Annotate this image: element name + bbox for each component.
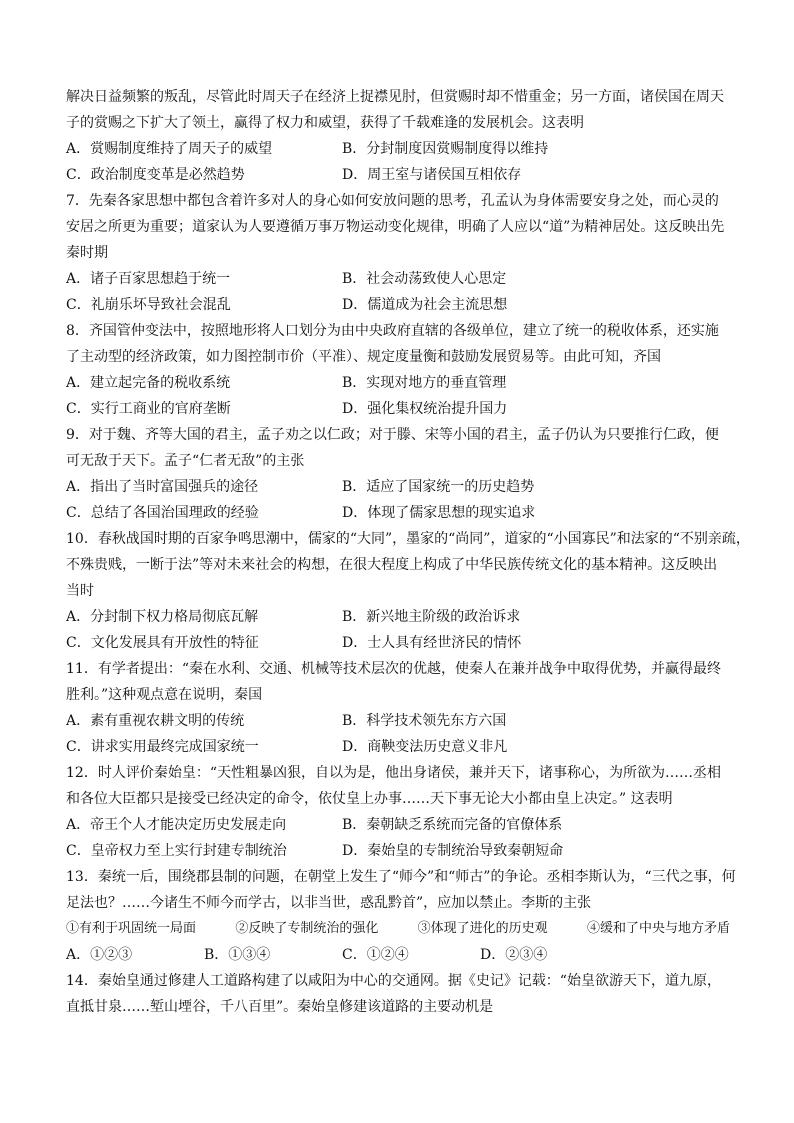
question-text-line: 13．秦统一后，围绕郡县制的问题，在朝堂上发生了“师今”和“师古”的争论。丞相李斯认为，“三代之事，何	[66, 869, 736, 885]
option-a[interactable]: A．①②③	[66, 947, 133, 963]
question-9	[66, 422, 730, 526]
exam-page	[66, 84, 750, 1020]
options	[66, 942, 730, 968]
question-text-line: 和各位大臣都只是接受已经决定的命令，依仗皇上办事……天下事无论大小都由皇上决定。” 这表明	[66, 791, 673, 807]
question-text-line: 子的赏赐之下扩大了领土，赢得了权力和威望，获得了千载难逢的发展机会。这表明	[66, 115, 584, 131]
option-c[interactable]: C．实行工商业的官府垄断	[66, 401, 231, 417]
question-text-line: 当时	[66, 583, 94, 599]
option-d[interactable]: D．体现了儒家思想的现实追求	[342, 505, 536, 521]
question-7	[66, 188, 730, 318]
option-b[interactable]: B．新兴地主阶级的政治诉求	[342, 609, 521, 625]
option-b[interactable]: B．①③④	[204, 947, 271, 963]
question-text-line: 胜利。”这种观点意在说明，秦国	[66, 687, 263, 703]
option-a[interactable]: A．分封制下权力格局彻底瓦解	[66, 609, 259, 625]
question-10	[66, 526, 750, 656]
option-c[interactable]: C．讲求实用最终完成国家统一	[66, 739, 259, 755]
question-6	[66, 84, 730, 188]
option-c[interactable]: C．文化发展具有开放性的特征	[66, 635, 259, 651]
option-c[interactable]: C．礼崩乐坏导致社会混乱	[66, 297, 231, 313]
question-14	[66, 968, 730, 1020]
question-text-line: 可无敌于天下。孟子“仁者无敌”的主张	[66, 453, 305, 469]
option-d[interactable]: D．商鞅变法历史意义非凡	[342, 739, 508, 755]
options	[66, 136, 730, 188]
options	[66, 812, 730, 864]
option-c[interactable]: C．①②④	[342, 947, 409, 963]
option-d[interactable]: D．周王室与诸侯国互相依存	[342, 167, 522, 183]
question-text-line: 9．对于魏、齐等大国的君主，孟子劝之以仁政；对于滕、宋等小国的君主，孟子仍认为只要推行仁政，便	[66, 427, 719, 443]
option-d[interactable]: D．儒道成为社会主流思想	[342, 297, 508, 313]
option-a[interactable]: A．建立起完备的税收系统	[66, 375, 231, 391]
question-text-line: 了主动型的经济政策，如力图控制市价（平准）、规定度量衡和鼓励发展贸易等。由此可知，齐国	[66, 349, 661, 365]
question-text-line: 秦时期	[66, 245, 108, 261]
option-b[interactable]: B．实现对地方的垂直管理	[342, 375, 507, 391]
options	[66, 604, 730, 656]
option-a[interactable]: A．诸子百家思想趋于统一	[66, 271, 231, 287]
option-d[interactable]: D．士人具有经世济民的情怀	[342, 635, 522, 651]
question-text-line: 12．时人评价秦始皇：“天性粗暴凶狠，自以为是，他出身诸侯，兼并天下，诸事称心，为所欲为……丞相	[66, 765, 721, 781]
question-13	[66, 864, 736, 968]
option-c[interactable]: C．总结了各国治国理政的经验	[66, 505, 259, 521]
options	[66, 370, 730, 422]
question-text-line: 14．秦始皇通过修建人工道路构建了以咸阳为中心的交通网。据《史记》记载：“始皇欲游天下，道九原，	[66, 973, 721, 989]
option-d[interactable]: D．强化集权统治提升国力	[342, 401, 508, 417]
question-text-line: 解决日益频繁的叛乱，尽管此时周天子在经济上捉襟见肘，但赏赐时却不惜重金；另一方面，诸侯国在周天	[66, 89, 724, 105]
statement-2: ②反映了专制统治的强化	[235, 921, 379, 936]
option-a[interactable]: A．指出了当时富国强兵的途径	[66, 479, 259, 495]
question-11	[66, 656, 730, 760]
question-text-line: 安居之所更为重要；道家认为人要遵循万事万物运动变化规律，明确了人应以“道”为精神居处。这反映出先	[66, 219, 725, 235]
option-b[interactable]: B．社会动荡致使人心思定	[342, 271, 507, 287]
option-c[interactable]: C．皇帝权力至上实行封建专制统治	[66, 843, 287, 859]
question-text-line: 11．有学者提出：“秦在水利、交通、机械等技术层次的优越，使秦人在兼并战争中取得优势，并赢得最终	[66, 661, 721, 677]
question-text-line: 10．春秋战国时期的百家争鸣思潮中，儒家的“大同”，墨家的“尚同”，道家的“小国寡民”和法家的“不别亲疏，	[66, 531, 750, 547]
option-b[interactable]: B．秦朝缺乏系统而完备的官僚体系	[342, 817, 563, 833]
question-text-line: 足法也？……今诸生不师今而学古，以非当世，惑乱黔首”，应加以禁止。李斯的主张	[66, 895, 592, 911]
options	[66, 708, 730, 760]
statement-list	[66, 916, 730, 942]
option-a[interactable]: A．赏赐制度维持了周天子的威望	[66, 141, 273, 157]
option-a[interactable]: A．帝王个人才能决定历史发展走向	[66, 817, 287, 833]
option-b[interactable]: B．分封制度因赏赐制度得以维持	[342, 141, 549, 157]
option-c[interactable]: C．政治制度变革是必然趋势	[66, 167, 245, 183]
option-a[interactable]: A．素有重视农耕文明的传统	[66, 713, 245, 729]
statement-4: ④缓和了中央与地方矛盾	[586, 921, 730, 936]
option-b[interactable]: B．适应了国家统一的历史趋势	[342, 479, 535, 495]
options	[66, 474, 730, 526]
question-12	[66, 760, 730, 864]
question-8	[66, 318, 730, 422]
option-d[interactable]: D．②③④	[480, 947, 548, 963]
question-text-line: 8．齐国管仲变法中，按照地形将人口划分为由中央政府直辖的各级单位，建立了统一的税收体系，还实施	[66, 323, 719, 339]
question-text-line: 不殊贵贱，一断于法”等对未来社会的构想，在很大程度上构成了中华民族传统文化的基本精神。这反映出	[66, 557, 718, 573]
question-text-line: 直抵甘泉……堑山堙谷，千八百里”。秦始皇修建该道路的主要动机是	[66, 999, 494, 1015]
option-b[interactable]: B．科学技术领先东方六国	[342, 713, 507, 729]
statement-1: ①有利于巩固统一局面	[66, 921, 197, 936]
option-d[interactable]: D．秦始皇的专制统治导致秦朝短命	[342, 843, 564, 859]
statement-3: ③体现了进化的历史观	[417, 921, 548, 936]
question-text-line: 7．先秦各家思想中都包含着许多对人的身心如何安放问题的思考，孔孟认为身体需要安身之处，而心灵的	[66, 193, 719, 209]
options	[66, 266, 730, 318]
